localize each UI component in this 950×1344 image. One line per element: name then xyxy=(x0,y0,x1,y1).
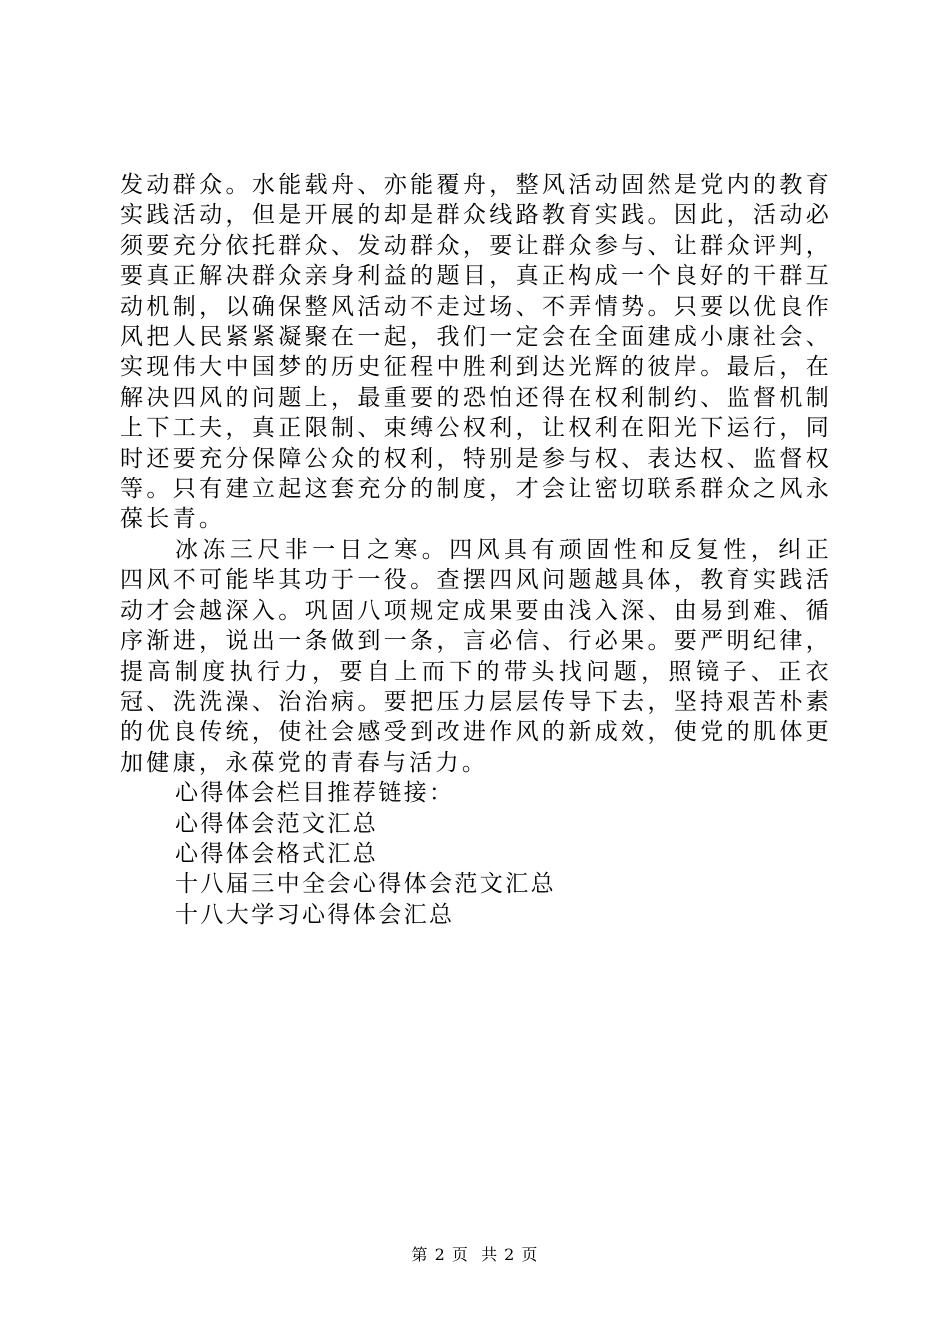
body-paragraph-2: 冰冻三尺非一日之寒。四风具有顽固性和反复性，纠正四风不可能毕其功于一役。查摆四风问题越具体，教育实践活动才会越深入。巩固八项规定成果要由浅入深、由易到难、循序渐进，说出一条做到一条，言必信、行必果。要严明纪律，提高制度执行力，要自上而下的带头找问题，照镜子、正衣冠、洗洗澡、治治病。要把压力层层传导下去，坚持艰苦朴素的优良传统，使社会感受到改进作风的新成效，使党的肌体更加健康，永葆党的青春与活力。 xyxy=(120,536,832,776)
link-item-18th-congress-collection[interactable]: 十八大学习心得体会汇总 xyxy=(175,901,455,928)
page-footer: 第 2 页 共 2 页 xyxy=(411,1245,539,1264)
recommended-links-list xyxy=(120,778,832,930)
document-body xyxy=(120,170,832,930)
body-paragraph-1: 发动群众。水能载舟、亦能覆舟，整风活动固然是党内的教育实践活动，但是开展的却是群众线路教育实践。因此，活动必须要充分依托群众、发动群众，要让群众参与、让群众评判，要真正解决群众亲身利益的题目，真正构成一个良好的干群互动机制，以确保整风活动不走过场、不弄情势。只要以优良作风把人民紧紧凝聚在一起，我们一定会在全面建成小康社会、实现伟大中国梦的历史征程中胜利到达光辉的彼岸。最后，在解决四风的问题上，最重要的恐怕还得在权利制约、监督机制上下工夫，真正限制、束缚公权利，让权利在阳光下运行，同时还要充分保障公众的权利，特别是参与权、表达权、监督权等。只有建立起这套充分的制度，才会让密切联系群众之风永葆长青。 xyxy=(120,172,832,533)
links-heading: 心得体会栏目推荐链接： xyxy=(175,780,455,807)
link-item-essay-collection[interactable]: 心得体会范文汇总 xyxy=(175,810,379,837)
link-item-third-plenum-collection[interactable]: 十八届三中全会心得体会范文汇总 xyxy=(175,871,556,898)
link-item-format-collection[interactable]: 心得体会格式汇总 xyxy=(175,840,379,867)
